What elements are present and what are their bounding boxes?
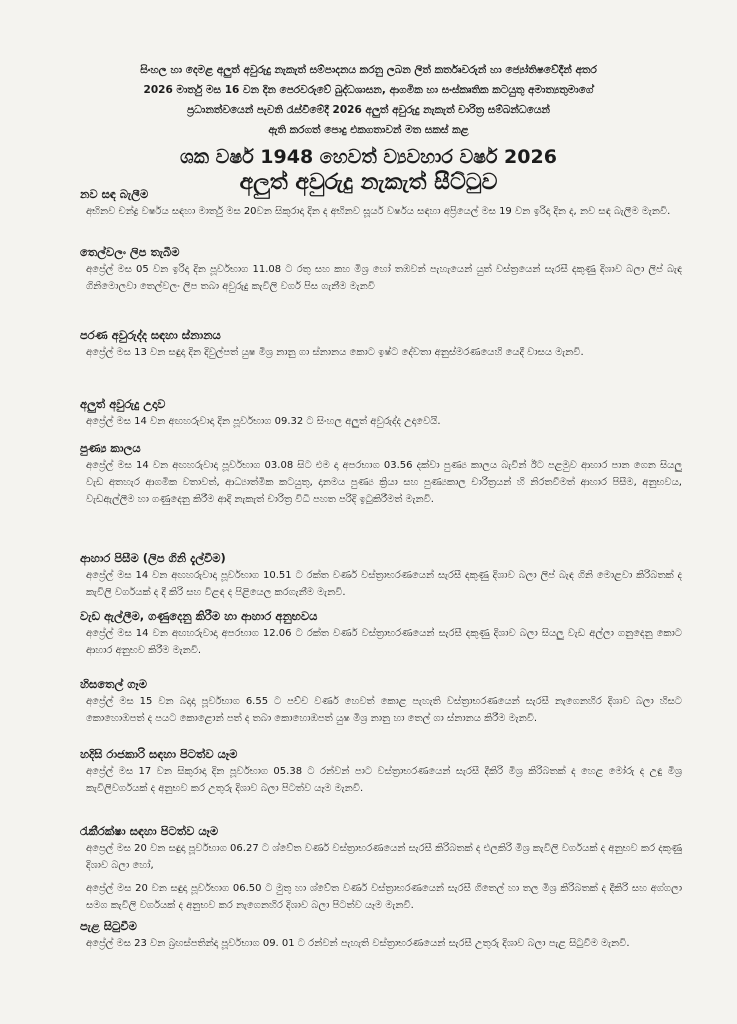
section-heading: වැඩ ඇල්ලීම, ගණුදෙනු කිරීම හා ආහාර අනුභවය [80, 609, 318, 623]
section-heading: පරණ අවුරුද්ද සඳහා ස්නානය [80, 328, 221, 342]
section-cooking [80, 550, 682, 607]
section-text: අප්‍රේල් මස 14 වන අඟහරුවාදා පූර්වභාග 03.08 සිට එම දා අපරභාග 03.56 දක්වා පුණ්‍ය කාලය බැවින් ඊට පළමුව ආහාර පාන ගෙන සියලු වැඩ අතහැර ආගමික වතාවත්, ආධ්‍යාත්මික කටයුතු, දානමය පුණ්‍ය ක්‍රියා සහ පුණ්‍යකාල චාරිත්‍රයන් හි නිරතවීමත් ආහාර පිසීම, අනුභවය, වැඩඇල්ලීම හා ගණුදෙනු කිරීම ආදි නැකැත් චාරිත්‍ර විධි පහත පරිදි ඉටුකිරීමත් මැනවි. [86, 460, 682, 505]
header-line: ඇති කරගත් පොදු එකගතාවන් මත සකස් කළ [268, 124, 469, 136]
section-text: අප්‍රේල් මස 14 වන අඟහරුවාදා අපරභාග 12.06 ට රක්ත වර්ණ වස්ත්‍රාභරණයෙන් සැරසී දකුණු දිශාව බලා සියලු වැඩ අල්ලා ගනුදෙනු කොට ආහාර අනුභව කිරීම මැනවි. [86, 628, 682, 656]
section-text: අප්‍රේල් මස 14 වන අඟහරුවාදා පූර්වභාග 10.51 ට රක්ත වර්ණ වස්ත්‍රාභරණයෙන් සැරසී දකුණු දිශාව බලා ලිප් බැඳ ගිනි මොළවා කිරිබතක් ද කැවිලි වර්ගයක් ද දී කිරි සහ විළඳ ද පිළියෙල කරගැනීම මැනවි. [86, 570, 682, 598]
document-header [60, 60, 677, 140]
section-text: අප්‍රේල් මස 17 වන සිකුරාදා දින පූර්වභාග 05.38 ට රන්වන් පාට වස්ත්‍රාභරණයෙන් සැරසී දීකිරි මිශ්‍ර කිරිබතක් ද හෙළ මෝරු ද උඳු මිශ්‍ර කැවිලිවර්ගයක් ද අනුභව කර උතුරු දිශාව බලා පිටත්ව යෑම මැනවි. [86, 766, 682, 794]
main-title: අලුත් අවුරුදු නැකැත් සීට්ටුව [239, 170, 498, 195]
section-oil-hearth [80, 244, 682, 301]
section-heading: පැළ සිටුවීම [80, 919, 137, 933]
section-text: අප්‍රේල් මස 14 වන අඟහරුවාදා දින පූර්වභාග 09.32 ට සිංහල අලුත් අවුරුද්ද උදාවෙයි. [86, 416, 441, 427]
section-heading: හිසතෙල් ගෑම [80, 677, 147, 691]
section-text: අප්‍රේල් මස 15 වන බදාදා පූර්වභාග 6.55 ට පච්ච වර්ණ හෙවත් කොළ පැහැති වස්ත්‍රාභරණයෙන් සැරසී නැගෙනහිර දිශාව බලා හිසට කොහොඹපත් ද පයට කොළොන් පත් ද තබා කොහොඹපත් යුෂ මිශ්‍ර නානු හා තෙල් ගා ස්නානය කිරීම මැනවි. [86, 696, 682, 724]
section-heading: නව සඳ බැලීම [80, 187, 149, 201]
section-employment [80, 823, 682, 920]
section-heading: තෙල්වලං ලිප තැබීම [80, 245, 180, 259]
section-heading: රැකීරක්ෂා සඳහා පිටත්ව යෑම [80, 824, 219, 838]
year-title: ශක වර්ෂ 1948 හෙවත් ව්‍යවහාර වර්ෂ 2026 [180, 146, 557, 168]
section-old-year-bath [80, 327, 682, 367]
header-line: සිංහල හා දෙමළ අලුත් අවුරුදු නැකැත් සම්පාදනය කරනු ලබන ලිත් කර්තෘවරුන් හා ජ්‍යෝතිෂවේදීන් අතර [140, 64, 597, 76]
section-text: අප්‍රේල් මස 05 වන ඉරිදා දින පූර්වභාග 11.08 ට රතු සහ කහ මිශ්‍ර හෝ තඹවන් පැහැයෙන් යුත් වස්ත්‍රයෙන් සැරසී දකුණු දිශාව බලා ලිප් බැඳ ගිනිමොලවා තෙල්වලං ලිප තබා අවුරුදු කැවිලි වර්ග පිස ගැනීම මැනවි [86, 264, 682, 292]
section-new-moon [80, 186, 682, 226]
section-text: අප්‍රෙල් මස 20 වන සඳුදා පූර්වභාග 06.27 ට ශ්වේත වර්ණ වස්ත්‍රාභරණයෙන් සැරසී කිරිබතක් ද එලකිරි මිශ්‍ර කැවිලි වර්ගයක් ද අනුභව කර දකුණු දිශාව බලා හෝ, [86, 843, 682, 871]
section-heading: පුණ්‍ය කාලය [80, 441, 141, 455]
section-work-transactions [80, 608, 682, 665]
section-heading: ආහාර පිසීම (ලිප ගිනි දැල්වීම) [80, 551, 226, 565]
section-heading: අලුත් අවුරුදු උදාව [80, 397, 166, 411]
section-text: අප්‍රේල් මස 20 වන සඳුදා පූර්වභාග 06.50 ට මුතු හා ශ්වේත වර්ණ වස්ත්‍රාභරණයෙන් සැරසී ගිතෙල් හා තල මිශ්‍ර කිරිබතක් ද දීකිරි සහ අග්ගලා සමග කැවිලි වර්ගයක් ද අනුභව කර නැගෙනහිර දිශාව බලා පිටත්ව යෑම මැනවි. [86, 883, 682, 911]
section-planting [80, 918, 682, 958]
header-line: 2026 මාර්තු මස 16 වන දින පෙරවරුවේ බුද්ධශාසන, ආගමික හා සංස්කෘතික කටයුතු අමාත්‍යතුමාගේ [143, 84, 594, 96]
section-urgent-duty [80, 746, 682, 803]
section-new-year-dawn [80, 396, 682, 436]
section-oil-anointing [80, 676, 682, 733]
section-auspicious-period [80, 440, 682, 514]
section-text: අප්‍රේල් මස 13 වන සඳුදා දින දිවුල්පත් යුෂ මිශ්‍ර නානු ගා ස්නානය කොට ඉෂ්ට දේවතා අනුස්මරණයෙහි යෙදී වාසය මැනවි. [86, 347, 584, 358]
section-text: අභිනව චන්ද්‍ර වර්ෂය සඳහා මාර්තු මස 20වන සිකුරාදා දින ද අභිනව සූර්ය වර්ෂය සඳහා අප්‍රියෙල් මස 19 වන ඉරිදා දින ද, නව සඳ බැලීම මැනවි. [86, 206, 671, 217]
header-line: ප්‍රධානත්වයෙන් පැවති රැස්වීමේදී 2026 අලුත් අවුරුදු නැකැත් චාරිත්‍ර සම්බන්ධයෙන් [187, 104, 550, 116]
section-text: අප්‍රේල් මස 23 වන බ්‍රහස්පතින්දා පූර්වභාග 09. 01 ට රන්වන් පැහැති වස්ත්‍රාභරණයෙන් සැරසී උතුරු දිශාව බලා පැළ සිටුවීම මැනවි. [86, 938, 630, 949]
section-heading: හදිසි රාජකාරි සඳහා පිටත්ව යෑම [80, 747, 238, 761]
